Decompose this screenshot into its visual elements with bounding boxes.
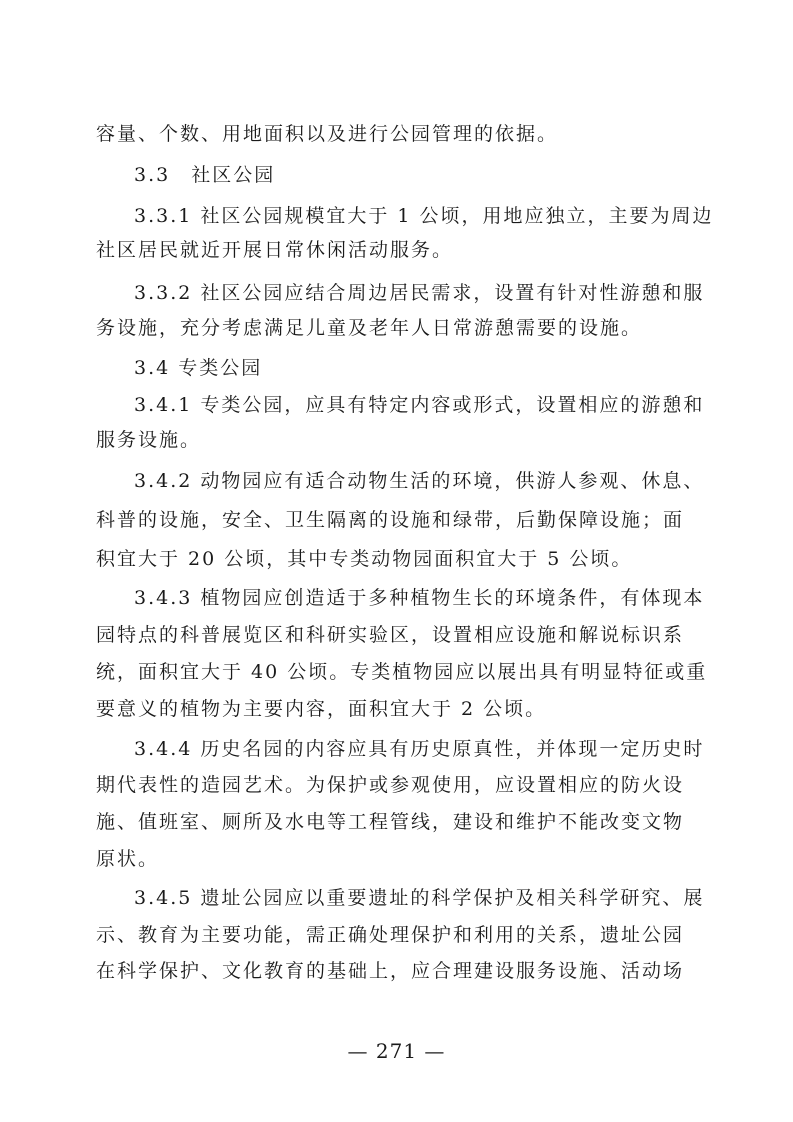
text-line: 要意义的植物为主要内容，面积宜大于 2 公顷。 bbox=[96, 698, 547, 720]
text-line: 服务设施。 bbox=[96, 429, 202, 451]
section-heading-3-4: 3.4 专类公园 bbox=[134, 357, 263, 379]
text-line: 容量、个数、用地面积以及进行公园管理的依据。 bbox=[96, 123, 559, 145]
text-line: 3.4.3 植物园应创造适于多种植物生长的环境条件，有体现本 bbox=[134, 587, 705, 609]
text-line: 3.4.4 历史名园的内容应具有历史原真性，并体现一定历史时 bbox=[134, 738, 705, 760]
text-line: 积宜大于 20 公顷，其中专类动物园面积宜大于 5 公顷。 bbox=[96, 548, 633, 570]
text-line: 社区居民就近开展日常休闲活动服务。 bbox=[96, 239, 454, 261]
text-line: 施、值班室、厕所及水电等工程管线，建设和维护不能改变文物 bbox=[96, 811, 685, 833]
page-number: — 271 — bbox=[347, 1039, 446, 1063]
text-line: 务设施，充分考虑满足儿童及老年人日常游憩需要的设施。 bbox=[96, 317, 643, 339]
text-line: 统，面积宜大于 40 公顷。专类植物园应以展出具有明显特征或重 bbox=[96, 661, 708, 683]
text-line: 3.3.2 社区公园应结合周边居民需求，设置有针对性游憩和服 bbox=[134, 282, 705, 304]
text-line: 3.4.2 动物园应有适合动物生活的环境，供游人参观、休息、 bbox=[134, 470, 705, 492]
text-line: 原状。 bbox=[96, 848, 160, 870]
text-line: 3.3.1 社区公园规模宜大于 1 公顷，用地应独立，主要为周边 bbox=[134, 205, 714, 227]
text-line: 科普的设施，安全、卫生隔离的设施和绿带，后勤保障设施；面 bbox=[96, 509, 685, 531]
section-heading-3-3: 3.3 社区公园 bbox=[134, 164, 276, 186]
text-line: 3.4.1 专类公园，应具有特定内容或形式，设置相应的游憩和 bbox=[134, 394, 705, 416]
text-line: 在科学保护、文化教育的基础上，应合理建设服务设施、活动场 bbox=[96, 960, 685, 982]
text-line: 园特点的科普展览区和科研实验区，设置相应设施和解说标识系 bbox=[96, 624, 685, 646]
text-line: 示、教育为主要功能，需正确处理保护和利用的关系，遗址公园 bbox=[96, 924, 685, 946]
text-line: 期代表性的造园艺术。为保护或参观使用，应设置相应的防火设 bbox=[96, 774, 685, 796]
text-line: 3.4.5 遗址公园应以重要遗址的科学保护及相关科学研究、展 bbox=[134, 887, 705, 909]
